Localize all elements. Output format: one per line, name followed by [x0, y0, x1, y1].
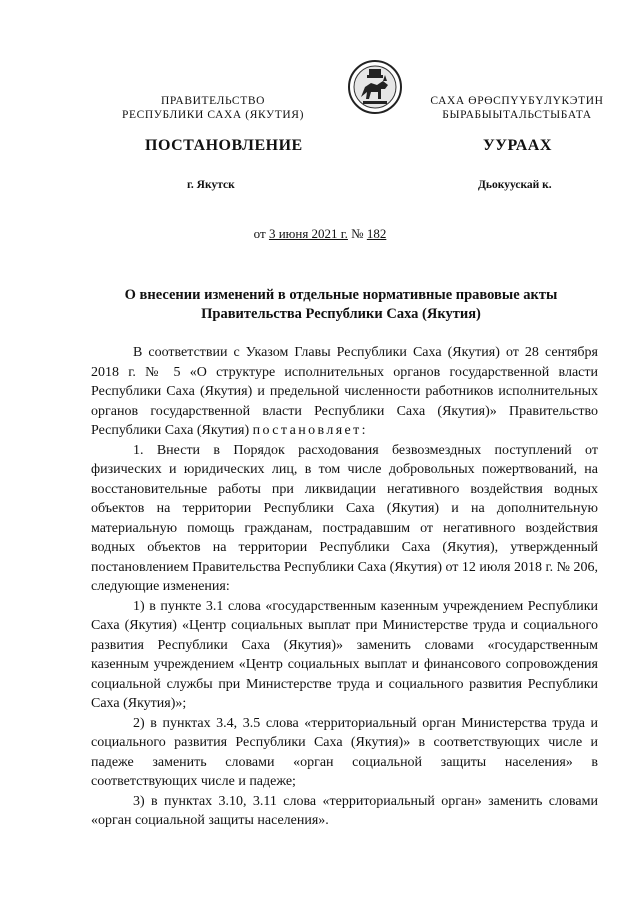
org-right-line2: БЫРАБЫЫТАЛЬСТЫБАТА [442, 109, 592, 121]
org-left-line1: ПРАВИТЕЛЬСТВО [161, 95, 265, 107]
item-1-paragraph: 1. Внести в Порядок расходования безвозмездных поступлений от физических и юридических лиц, в том числе добровольных пожертвований, на восстановительные работы при ликвидации негативного воздействия водных объектов на территории Республики Саха (Якутия) и на дополнительную материальную помощь гражданам, пострадавшим от негативного воздействия водных объектов на территории Республики Саха (Якутия), утвержденный постановлением Правительства Республики Саха (Якутия) от 12 июля 2018 г. № 206, следующие изменения: [91, 442, 598, 594]
government-name-russian [118, 94, 308, 122]
document-date: 3 июня 2021 г. [268, 226, 348, 241]
resolves-word: постановляет: [252, 423, 368, 438]
subitem-1-paragraph: 1) в пункте 3.1 слова «государственным казенным учреждением Республики Саха (Якутия) «Центр социальных выплат при Министерстве труда и социального развития Республики Саха (Якутия)» заменить словами «государственным казенным учреждением «Центр социальных выплат и финансового сопровождения социальной службы при Министерстве труда и социального развития Республики Саха (Якутия)»; [91, 598, 598, 711]
document-date-number [0, 226, 640, 242]
subitem-3-paragraph: 3) в пунктах 3.10, 3.11 слова «территориальный орган» заменить словами «орган социальной защиты населения». [91, 793, 598, 828]
subitem-2-paragraph: 2) в пунктах 3.4, 3.5 слова «территориальный орган Министерства труда и социального развития Республики Саха (Якутия)» в соответствующих числе и падеже заменить словами «орган социальной защиты населения» в соответствующих числе и падеже; [91, 715, 598, 789]
document-body [91, 343, 598, 831]
preamble-text: В соответствии с Указом Главы Республики Саха (Якутия) от 28 сентября 2018 г. № 5 «О структуре исполнительных органов государственной власти Республики Саха (Якутия) и предельной численности работников исполнительных органов государственной власти Республики Саха (Якутия)» Правительство Республики Саха (Якутия) [91, 345, 598, 438]
date-prefix: от [253, 226, 269, 241]
document-type-yakut: УУРААХ [483, 137, 552, 154]
org-right-line1: САХА ӨРӨСПҮҮБҮЛҮКЭТИН [430, 95, 604, 107]
number-sign: № [347, 226, 367, 241]
title-line2: Правительства Республики Саха (Якутия) [201, 306, 481, 322]
document-title [96, 286, 586, 324]
title-line1: О внесении изменений в отдельные нормативные правовые акты [124, 287, 558, 303]
preamble-paragraph [91, 343, 598, 441]
government-name-yakut [422, 94, 612, 122]
republic-coat-of-arms-icon [347, 59, 403, 115]
document-type-russian: ПОСТАНОВЛЕНИЕ [145, 137, 303, 154]
city-russian: г. Якутск [187, 179, 235, 191]
org-left-line2: РЕСПУБЛИКИ САХА (ЯКУТИЯ) [121, 109, 304, 121]
document-number: 182 [366, 226, 387, 241]
city-yakut: Дьокуускай к. [478, 179, 552, 191]
